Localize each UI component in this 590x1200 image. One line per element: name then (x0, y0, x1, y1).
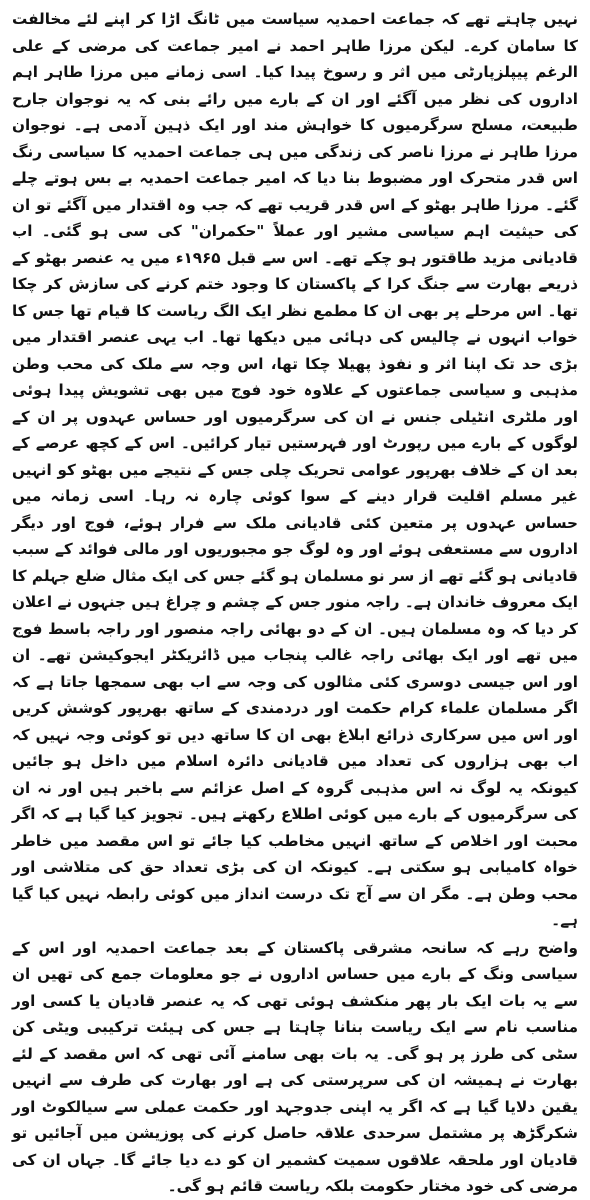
paragraph-2: واضح رہے کہ سانحہ مشرقی پاکستان کے بعد جماعت احمدیہ اور اس کے سیاسی ونگ کے بارے میں حساس اداروں نے جو معلومات جمع کی تھیں ان سے یہ بات ایک بار پھر منکشف ہوئی تھی کہ یہ عنصر قادیان یا کسی اور مناسب نام سے ایک ریاست بنانا چاہتا ہے جس کی ہیئت ترکیبی ویٹی کن سٹی کی طرز پر ہو گی۔ یہ بات بھی سامنے آئی تھی کہ اس مقصد کے لئے بھارت نے ہمیشہ ان کی سرپرستی کی ہے اور بھارت کی طرف سے انہیں یقین دلایا گیا ہے کہ اگر یہ اپنی جدوجہد اور حکمت عملی سے سیالکوٹ اور شکرگڑھ پر مشتمل سرحدی علاقہ حاصل کرنے کی پوزیشن میں آجائیں تو قادیان اور ملحقہ علاقوں سمیت کشمیر ان کو دے دیا جائے گا۔ جہاں ان کی مرضی کی خود مختار حکومت بلکہ ریاست قائم ہو گی۔ (12, 938, 578, 1195)
paragraph-1: نہیں چاہتے تھے کہ جماعت احمدیہ سیاست میں ٹانگ اڑا کر اپنے لئے مخالفت کا سامان کرے۔ لیکن مرزا طاہر احمد نے امیر جماعت کی مرضی کے علی الرغم پیپلزپارٹی میں اثر و رسوخ پیدا کیا۔ اسی زمانے میں مرزا طاہر اہم اداروں کی نظر میں آگئے اور ان کے بارے میں رائے بنی کہ یہ نوجوان جارح طبیعت، مسلح سرگرمیوں کا خواہش مند اور ایک ذہین آدمی ہے۔ نوجوان مرزا طاہر نے مرزا ناصر کی زندگی میں ہی جماعت احمدیہ کا سیاسی رنگ اس قدر متحرک اور مضبوط بنا دیا کہ امیر جماعت احمدیہ بے بس ہوتے چلے گئے۔ مرزا طاہر بھٹو کے اس قدر قریب تھے کہ جب وہ اقتدار میں آگئے تو ان کی حیثیت اہم سیاسی مشیر اور عملاً "حکمران" کی سی ہو گئی۔ اب قادیانی مزید طاقتور ہو چکے تھے۔ اس سے قبل ۱۹۶۵ء میں یہ عنصر بھٹو کے ذریعے بھارت سے جنگ کرا کے پاکستان کا وجود ختم کرنے کی سازش کر چکا تھا۔ اس مرحلے پر بھی ان کا مطمع نظر ایک الگ ریاست کا قیام تھا جس کا خواب انہوں نے چالیس کی دہائی میں دیکھا تھا۔ اب یہی عنصر اقتدار میں بڑی حد تک اپنا اثر و نفوذ پھیلا چکا تھا، اس وجہ سے ملک کی محب وطن مذہبی و سیاسی جماعتوں کے علاوہ خود فوج میں بھی تشویش پیدا ہوئی اور ملٹری انٹیلی جنس نے ان کی سرگرمیوں اور حساس عہدوں پر ان کے لوگوں کے بارے میں رپورٹ اور فہرستیں تیار کرائیں۔ اس کے کچھ عرصے کے بعد ان کے خلاف بھرپور عوامی تحریک چلی جس کے نتیجے میں بھٹو کو انہیں غیر مسلم اقلیت قرار دینے کے سوا کوئی چارہ نہ رہا۔ اسی زمانہ میں حساس عہدوں پر متعین کئی قادیانی ملک سے فرار ہوئے، فوج اور دیگر اداروں سے مستعفی ہوئے اور وہ لوگ جو مجبوریوں اور مالی فوائد کے سبب قادیانی ہو گئے تھے از سر نو مسلمان ہو گئے جس کی ایک مثال ضلع جہلم کا ایک معروف خاندان ہے۔ راجہ منور جس کے چشم و چراغ ہیں جنہوں نے اعلان کر دیا کہ وہ مسلمان ہیں۔ ان کے دو بھائی راجہ منصور اور راجہ باسط فوج میں تھے اور ایک بھائی راجہ غالب پنجاب میں ڈائریکٹر ایجوکیشن تھے۔ ان اور اس جیسی دوسری کئی مثالوں کی وجہ سے اب بھی سمجھا جاتا ہے کہ اگر مسلمان علماء کرام حکمت اور دردمندی کے ساتھ بھرپور کوشش کریں اور اس میں سرکاری ذرائع ابلاغ بھی ان کا ساتھ دیں تو کوئی وجہ نہیں کہ اب بھی ہزاروں کی تعداد میں قادیانی دائرہ اسلام میں داخل ہو جائیں کیونکہ یہ لوگ نہ اس مذہبی گروہ کے اصل عزائم سے باخبر ہیں اور نہ ان کی سرگرمیوں کے بارے میں کوئی اطلاع رکھتے ہیں۔ تجویز کیا گیا ہے کہ اگر محبت اور اخلاص کے ساتھ انہیں مخاطب کیا جائے تو اس مقصد میں خاطر خواہ کامیابی ہو سکتی ہے۔ کیونکہ ان کی بڑی تعداد حق کی متلاشی اور محب وطن ہے۔ مگر ان سے آج تک درست انداز میں کوئی رابطہ نہیں کیا گیا ہے۔ (12, 10, 579, 929)
